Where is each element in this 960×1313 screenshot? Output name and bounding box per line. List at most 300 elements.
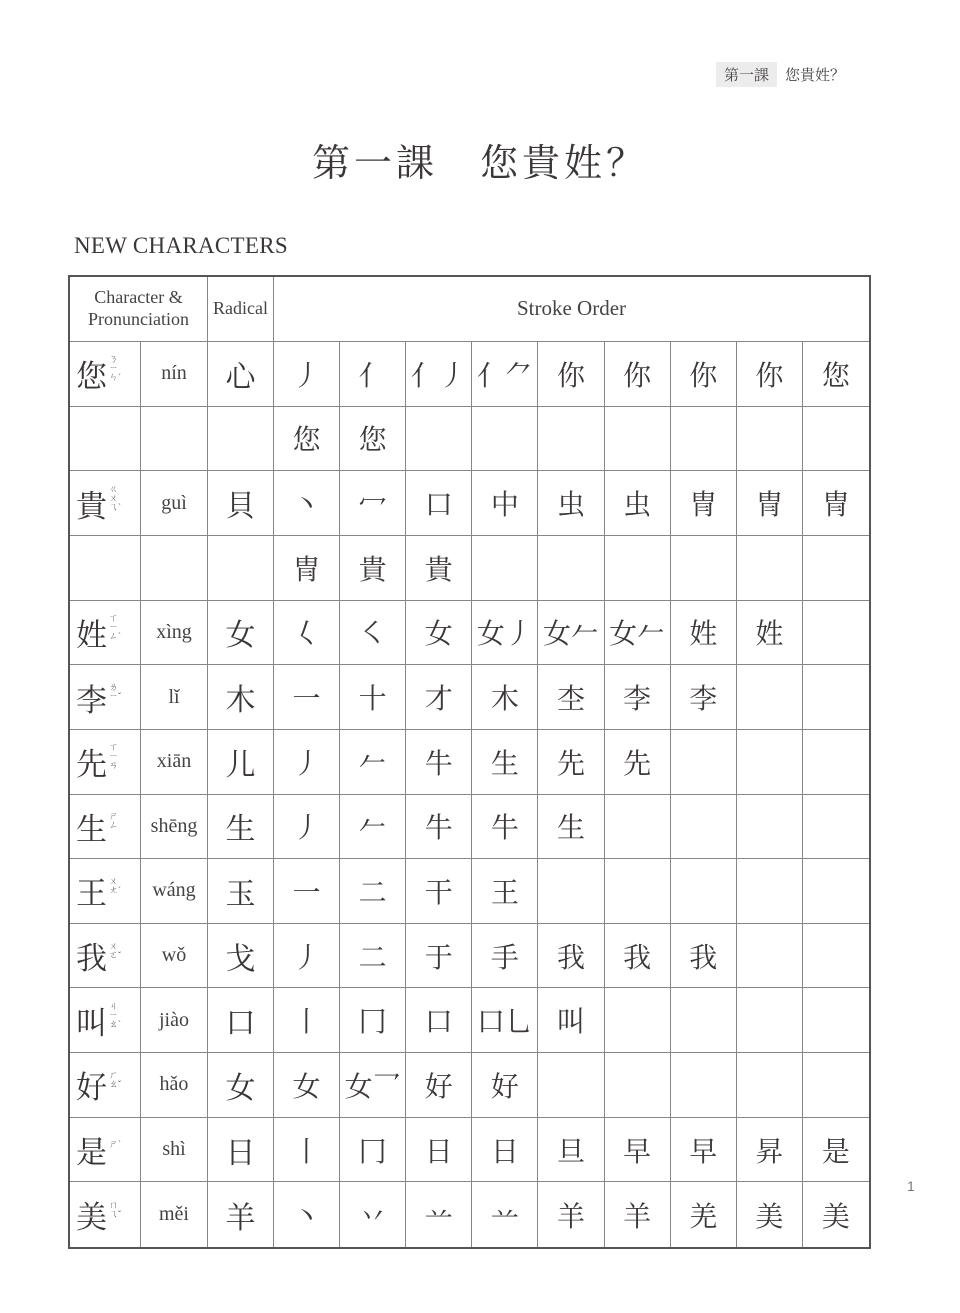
stroke-order-cell xyxy=(538,795,604,860)
stroke-step: 李 xyxy=(689,684,718,716)
stroke-order-cell xyxy=(671,859,737,924)
pinyin: hǎo xyxy=(159,1073,189,1096)
stroke-order-cell xyxy=(274,924,340,989)
stroke-order-cell xyxy=(538,924,604,989)
stroke-order-cell xyxy=(472,1118,538,1183)
stroke-step: 好 xyxy=(424,1071,453,1103)
character-cell xyxy=(70,1053,141,1118)
running-head-title: 您貴姓？ xyxy=(785,67,846,84)
zhuyin-symbol: ㄋ xyxy=(109,354,119,365)
stroke-order-cell xyxy=(737,407,803,472)
stroke-order-cell xyxy=(605,1182,671,1247)
stroke-order-cell xyxy=(803,924,869,989)
character-cell xyxy=(70,988,141,1053)
stroke-order-cell xyxy=(340,601,406,666)
character-cell xyxy=(70,407,141,472)
zhuyin-annotation xyxy=(109,1071,121,1089)
zhuyin-symbol: ㄨ xyxy=(109,492,119,503)
stroke-order-cell xyxy=(538,601,604,666)
stroke-order-cell xyxy=(406,536,472,601)
stroke-order-cell xyxy=(406,859,472,924)
stroke-order-cell xyxy=(340,795,406,860)
zhuyin-annotation xyxy=(109,1002,121,1029)
radical-cell xyxy=(208,407,274,472)
zhuyin-symbol: ㄨ xyxy=(109,940,119,951)
stroke-order-cell xyxy=(406,342,472,407)
stroke-order-cell xyxy=(737,536,803,601)
stroke-order-cell xyxy=(605,407,671,472)
stroke-step: 䒑 xyxy=(490,1201,519,1233)
pinyin-cell xyxy=(141,601,208,666)
radical-cell xyxy=(208,924,274,989)
stroke-step: 美 xyxy=(755,1201,784,1233)
zhuyin-annotation xyxy=(109,877,121,895)
stroke-order-cell xyxy=(671,795,737,860)
radical: 生 xyxy=(225,813,256,847)
character-cell xyxy=(70,665,141,730)
stroke-order-cell xyxy=(803,1118,869,1183)
stroke-order-cell xyxy=(538,1053,604,1118)
stroke-step: 丿 xyxy=(292,942,321,974)
stroke-step: 丨 xyxy=(292,1136,321,1168)
zhuyin-symbol: ㄕ xyxy=(109,811,119,822)
zhuyin-symbol: ㄛˇ xyxy=(109,949,121,960)
stroke-order-cell xyxy=(605,1118,671,1183)
stroke-step: 口 xyxy=(424,1007,453,1039)
radical: 貝 xyxy=(225,490,256,524)
stroke-step: 冑 xyxy=(689,490,718,522)
zhuyin-symbol: ㄧˇ xyxy=(109,691,121,702)
stroke-order-cell xyxy=(803,988,869,1053)
stroke-order-cell xyxy=(803,601,869,666)
character: 李 xyxy=(76,682,107,718)
radical-cell xyxy=(208,1118,274,1183)
stroke-step: 先 xyxy=(556,748,585,780)
stroke-order-cell xyxy=(406,988,472,1053)
stroke-order-cell xyxy=(737,795,803,860)
radical-cell xyxy=(208,665,274,730)
stroke-order-cell xyxy=(472,730,538,795)
stroke-order-cell xyxy=(274,601,340,666)
stroke-order-cell xyxy=(538,342,604,407)
stroke-order-cell xyxy=(472,1182,538,1247)
stroke-step: 姓 xyxy=(689,619,718,651)
stroke-step: 旦 xyxy=(556,1136,585,1168)
stroke-step: 杢 xyxy=(556,684,585,716)
stroke-step: 昇 xyxy=(755,1136,784,1168)
zhuyin-annotation xyxy=(109,942,121,960)
stroke-order-cell xyxy=(472,988,538,1053)
pinyin-cell xyxy=(141,795,208,860)
stroke-order-cell xyxy=(472,407,538,472)
header-stroke-order: Stroke Order xyxy=(274,277,869,342)
stroke-order-cell xyxy=(803,1053,869,1118)
pinyin-cell xyxy=(141,407,208,472)
character-cell xyxy=(70,859,141,924)
stroke-step: 冑 xyxy=(821,490,850,522)
radical: 木 xyxy=(225,684,256,718)
zhuyin-symbol: ㄟˋ xyxy=(109,501,121,512)
character: 王 xyxy=(76,876,107,912)
stroke-order-cell xyxy=(340,1118,406,1183)
running-head xyxy=(716,62,845,86)
pinyin: xìng xyxy=(156,620,192,643)
zhuyin-symbol: ㄨ xyxy=(109,875,119,886)
zhuyin-annotation xyxy=(109,1201,121,1219)
stroke-step: 䒑 xyxy=(424,1201,453,1233)
stroke-order-cell xyxy=(538,471,604,536)
stroke-step: 冂 xyxy=(358,1136,387,1168)
stroke-order-cell xyxy=(671,407,737,472)
zhuyin-annotation xyxy=(109,812,118,830)
page-number: 1 xyxy=(907,1178,915,1194)
stroke-step: 丿 xyxy=(292,748,321,780)
zhuyin-symbol: ㄇ xyxy=(109,1199,119,1210)
stroke-step: 羊 xyxy=(556,1201,585,1233)
stroke-order-cell xyxy=(274,407,340,472)
stroke-order-cell xyxy=(605,471,671,536)
pinyin-cell xyxy=(141,471,208,536)
stroke-order-cell xyxy=(803,407,869,472)
radical-cell xyxy=(208,859,274,924)
stroke-order-cell xyxy=(472,536,538,601)
stroke-step: 日 xyxy=(490,1136,519,1168)
stroke-step: 𠂉 xyxy=(358,813,387,845)
radical: 儿 xyxy=(225,748,256,782)
stroke-step: 女丿 xyxy=(476,619,533,651)
zhuyin-symbol: ㄧ xyxy=(109,751,119,762)
stroke-order-cell xyxy=(340,988,406,1053)
stroke-order-cell xyxy=(406,407,472,472)
radical: 女 xyxy=(225,619,256,653)
character: 先 xyxy=(76,747,107,783)
stroke-order-cell xyxy=(472,471,538,536)
zhuyin-symbol: ㄢ xyxy=(109,760,119,771)
pinyin: lǐ xyxy=(168,685,180,708)
pinyin-cell xyxy=(141,1182,208,1247)
stroke-step: 你 xyxy=(689,360,718,392)
zhuyin-symbol: ㄌ xyxy=(109,682,119,693)
stroke-order-cell xyxy=(472,859,538,924)
character-cell xyxy=(70,795,141,860)
stroke-step: 冖 xyxy=(358,490,387,522)
pinyin-cell xyxy=(141,1053,208,1118)
pinyin: shēng xyxy=(150,814,198,837)
stroke-order-cell xyxy=(803,795,869,860)
stroke-step: 你 xyxy=(623,360,652,392)
stroke-order-cell xyxy=(671,1182,737,1247)
stroke-step: 牛 xyxy=(424,748,453,780)
stroke-step: 女乛 xyxy=(344,1071,401,1103)
pinyin-cell xyxy=(141,665,208,730)
stroke-order-cell xyxy=(538,988,604,1053)
stroke-step: 二 xyxy=(358,942,387,974)
page-title-text: 您貴姓？ xyxy=(480,143,649,185)
zhuyin-annotation xyxy=(109,355,121,382)
zhuyin-symbol: ㄕˋ xyxy=(109,1139,121,1150)
stroke-order-cell xyxy=(340,730,406,795)
stroke-order-cell xyxy=(671,471,737,536)
pinyin-cell xyxy=(141,988,208,1053)
stroke-order-cell xyxy=(803,1182,869,1247)
stroke-order-cell xyxy=(605,665,671,730)
stroke-step: 口 xyxy=(424,490,453,522)
stroke-step: 生 xyxy=(490,748,519,780)
zhuyin-symbol: ㄠˇ xyxy=(109,1078,121,1089)
stroke-order-cell xyxy=(538,407,604,472)
character-cell xyxy=(70,1118,141,1183)
radical: 女 xyxy=(225,1071,256,1105)
stroke-order-cell xyxy=(406,1182,472,1247)
radical-cell xyxy=(208,795,274,860)
stroke-step: 虫 xyxy=(623,490,652,522)
new-characters-table xyxy=(68,275,871,1249)
stroke-step: 丿 xyxy=(292,813,321,845)
stroke-step: 李 xyxy=(623,684,652,716)
stroke-order-cell xyxy=(737,1182,803,1247)
stroke-order-cell xyxy=(340,924,406,989)
stroke-order-cell xyxy=(803,665,869,730)
character: 好 xyxy=(76,1070,107,1106)
stroke-order-cell xyxy=(605,342,671,407)
zhuyin-symbol: ㄧ xyxy=(109,1009,119,1020)
stroke-step: 手 xyxy=(490,942,519,974)
pinyin-cell xyxy=(141,859,208,924)
stroke-step: 貴 xyxy=(358,554,387,586)
stroke-order-cell xyxy=(605,536,671,601)
stroke-order-cell xyxy=(737,730,803,795)
stroke-order-cell xyxy=(538,665,604,730)
stroke-order-cell xyxy=(472,601,538,666)
character-cell xyxy=(70,924,141,989)
stroke-order-cell xyxy=(605,859,671,924)
stroke-step: 二 xyxy=(358,877,387,909)
stroke-order-cell xyxy=(671,988,737,1053)
stroke-order-cell xyxy=(472,665,538,730)
stroke-step: 𡿨 xyxy=(292,619,321,651)
stroke-order-cell xyxy=(406,924,472,989)
stroke-order-cell xyxy=(538,859,604,924)
page-title-lesson: 第一課 xyxy=(311,143,438,185)
zhuyin-symbol: ㄒ xyxy=(109,612,119,623)
pinyin: wáng xyxy=(152,879,196,902)
stroke-step: 一 xyxy=(292,684,321,716)
pinyin: shì xyxy=(162,1138,186,1161)
stroke-step: 中 xyxy=(490,490,519,522)
stroke-step: ㇛ xyxy=(358,619,387,651)
radical: 日 xyxy=(225,1136,256,1170)
stroke-order-cell xyxy=(340,536,406,601)
running-head-lesson: 第一課 xyxy=(716,62,777,87)
radical-cell xyxy=(208,988,274,1053)
stroke-step: 冂 xyxy=(358,1007,387,1039)
zhuyin-symbol: ㄣ´ xyxy=(109,372,121,383)
stroke-step: 丿 xyxy=(292,360,321,392)
stroke-step: 于 xyxy=(424,942,453,974)
stroke-step: 美 xyxy=(821,1201,850,1233)
stroke-order-cell xyxy=(340,665,406,730)
zhuyin-annotation xyxy=(109,614,121,641)
stroke-step: 女𠂉 xyxy=(609,619,666,651)
zhuyin-symbol: ㄠˋ xyxy=(109,1018,121,1029)
stroke-order-cell xyxy=(406,795,472,860)
stroke-step: 虫 xyxy=(556,490,585,522)
stroke-order-cell xyxy=(274,795,340,860)
character: 生 xyxy=(76,811,107,847)
page-title xyxy=(0,132,960,187)
zhuyin-symbol: ㄒ xyxy=(109,742,119,753)
stroke-order-cell xyxy=(671,342,737,407)
stroke-order-cell xyxy=(406,1053,472,1118)
stroke-order-cell xyxy=(737,924,803,989)
stroke-step: 日 xyxy=(424,1136,453,1168)
stroke-order-cell xyxy=(737,988,803,1053)
stroke-order-cell xyxy=(406,1118,472,1183)
stroke-order-cell xyxy=(671,665,737,730)
stroke-step: 我 xyxy=(689,942,718,974)
stroke-order-cell xyxy=(737,1053,803,1118)
stroke-step: 您 xyxy=(821,360,850,392)
zhuyin-annotation xyxy=(109,683,121,701)
stroke-step: 丶 xyxy=(292,1201,321,1233)
stroke-order-cell xyxy=(737,342,803,407)
stroke-order-cell xyxy=(274,988,340,1053)
stroke-step: 你 xyxy=(556,360,585,392)
stroke-order-cell xyxy=(803,471,869,536)
stroke-order-cell xyxy=(803,730,869,795)
stroke-step: 亻 xyxy=(358,360,387,392)
radical-cell xyxy=(208,536,274,601)
stroke-step: 一 xyxy=(292,877,321,909)
stroke-step: 牛 xyxy=(490,813,519,845)
stroke-order-cell xyxy=(274,1182,340,1247)
radical: 羊 xyxy=(225,1201,256,1235)
stroke-order-cell xyxy=(803,859,869,924)
stroke-step: 牛 xyxy=(424,813,453,845)
stroke-order-cell xyxy=(472,1053,538,1118)
stroke-order-cell xyxy=(274,342,340,407)
stroke-order-cell xyxy=(737,601,803,666)
stroke-order-cell xyxy=(538,1118,604,1183)
stroke-order-cell xyxy=(340,342,406,407)
stroke-step: 是 xyxy=(821,1136,850,1168)
stroke-step: 貴 xyxy=(424,554,453,586)
stroke-order-cell xyxy=(406,601,472,666)
zhuyin-symbol: ㄟˇ xyxy=(109,1208,121,1219)
stroke-order-cell xyxy=(274,730,340,795)
stroke-order-cell xyxy=(671,601,737,666)
pinyin: nín xyxy=(161,362,187,385)
stroke-step: 𠂉 xyxy=(358,748,387,780)
stroke-step: 女 xyxy=(424,619,453,651)
zhuyin-symbol: ㄐ xyxy=(109,1000,119,1011)
stroke-step: 叫 xyxy=(556,1007,585,1039)
stroke-order-cell xyxy=(340,859,406,924)
header-radical: Radical xyxy=(208,277,274,342)
pinyin: guì xyxy=(161,491,187,514)
stroke-order-cell xyxy=(605,795,671,860)
stroke-step: 丨 xyxy=(292,1007,321,1039)
stroke-step: 才 xyxy=(424,684,453,716)
stroke-step: 亻⺈ xyxy=(476,360,533,392)
radical-cell xyxy=(208,342,274,407)
stroke-order-cell xyxy=(605,730,671,795)
stroke-order-cell xyxy=(605,601,671,666)
stroke-order-cell xyxy=(340,1053,406,1118)
stroke-order-cell xyxy=(803,536,869,601)
stroke-step: 丶 xyxy=(292,490,321,522)
stroke-step: 您 xyxy=(358,425,387,457)
stroke-step: 早 xyxy=(623,1136,652,1168)
stroke-order-cell xyxy=(671,536,737,601)
stroke-order-cell xyxy=(605,1053,671,1118)
zhuyin-annotation xyxy=(109,1140,121,1149)
stroke-step: 我 xyxy=(556,942,585,974)
stroke-order-cell xyxy=(605,924,671,989)
stroke-step: 女 xyxy=(292,1071,321,1103)
pinyin-cell xyxy=(141,924,208,989)
stroke-order-cell xyxy=(472,924,538,989)
stroke-order-cell xyxy=(737,859,803,924)
zhuyin-symbol: ㄧ xyxy=(109,363,119,374)
stroke-order-cell xyxy=(406,471,472,536)
pinyin-cell xyxy=(141,730,208,795)
character: 叫 xyxy=(76,1005,107,1041)
stroke-order-cell xyxy=(340,407,406,472)
stroke-order-cell xyxy=(274,471,340,536)
pinyin: měi xyxy=(159,1203,189,1226)
character: 貴 xyxy=(76,488,107,524)
stroke-step: 姓 xyxy=(755,619,784,651)
stroke-order-cell xyxy=(671,924,737,989)
stroke-step: 丷 xyxy=(358,1201,387,1233)
radical: 心 xyxy=(225,360,256,394)
stroke-step: 木 xyxy=(490,684,519,716)
stroke-order-cell xyxy=(274,1118,340,1183)
stroke-step: 冑 xyxy=(292,554,321,586)
stroke-step: 您 xyxy=(292,425,321,457)
radical-cell xyxy=(208,1053,274,1118)
stroke-step: 早 xyxy=(689,1136,718,1168)
header-line: Pronunciation xyxy=(88,309,189,329)
radical: 口 xyxy=(225,1007,256,1041)
character-cell xyxy=(70,601,141,666)
radical-cell xyxy=(208,601,274,666)
stroke-order-cell xyxy=(605,988,671,1053)
stroke-order-cell xyxy=(737,665,803,730)
stroke-order-cell xyxy=(737,471,803,536)
zhuyin-symbol: ㄤ´ xyxy=(109,884,121,895)
stroke-step: 羌 xyxy=(689,1201,718,1233)
radical: 戈 xyxy=(225,942,256,976)
character-cell xyxy=(70,536,141,601)
character-cell xyxy=(70,1182,141,1247)
character-cell xyxy=(70,342,141,407)
stroke-order-cell xyxy=(406,665,472,730)
pinyin-cell xyxy=(141,342,208,407)
character: 是 xyxy=(76,1135,107,1171)
stroke-order-cell xyxy=(671,730,737,795)
stroke-order-cell xyxy=(472,342,538,407)
stroke-order-cell xyxy=(737,1118,803,1183)
stroke-order-cell xyxy=(538,1182,604,1247)
stroke-step: 口乚 xyxy=(476,1007,533,1039)
zhuyin-symbol: ㄥˋ xyxy=(109,630,121,641)
stroke-step: 干 xyxy=(424,877,453,909)
stroke-order-cell xyxy=(803,342,869,407)
character-cell xyxy=(70,471,141,536)
stroke-step: 王 xyxy=(490,877,519,909)
